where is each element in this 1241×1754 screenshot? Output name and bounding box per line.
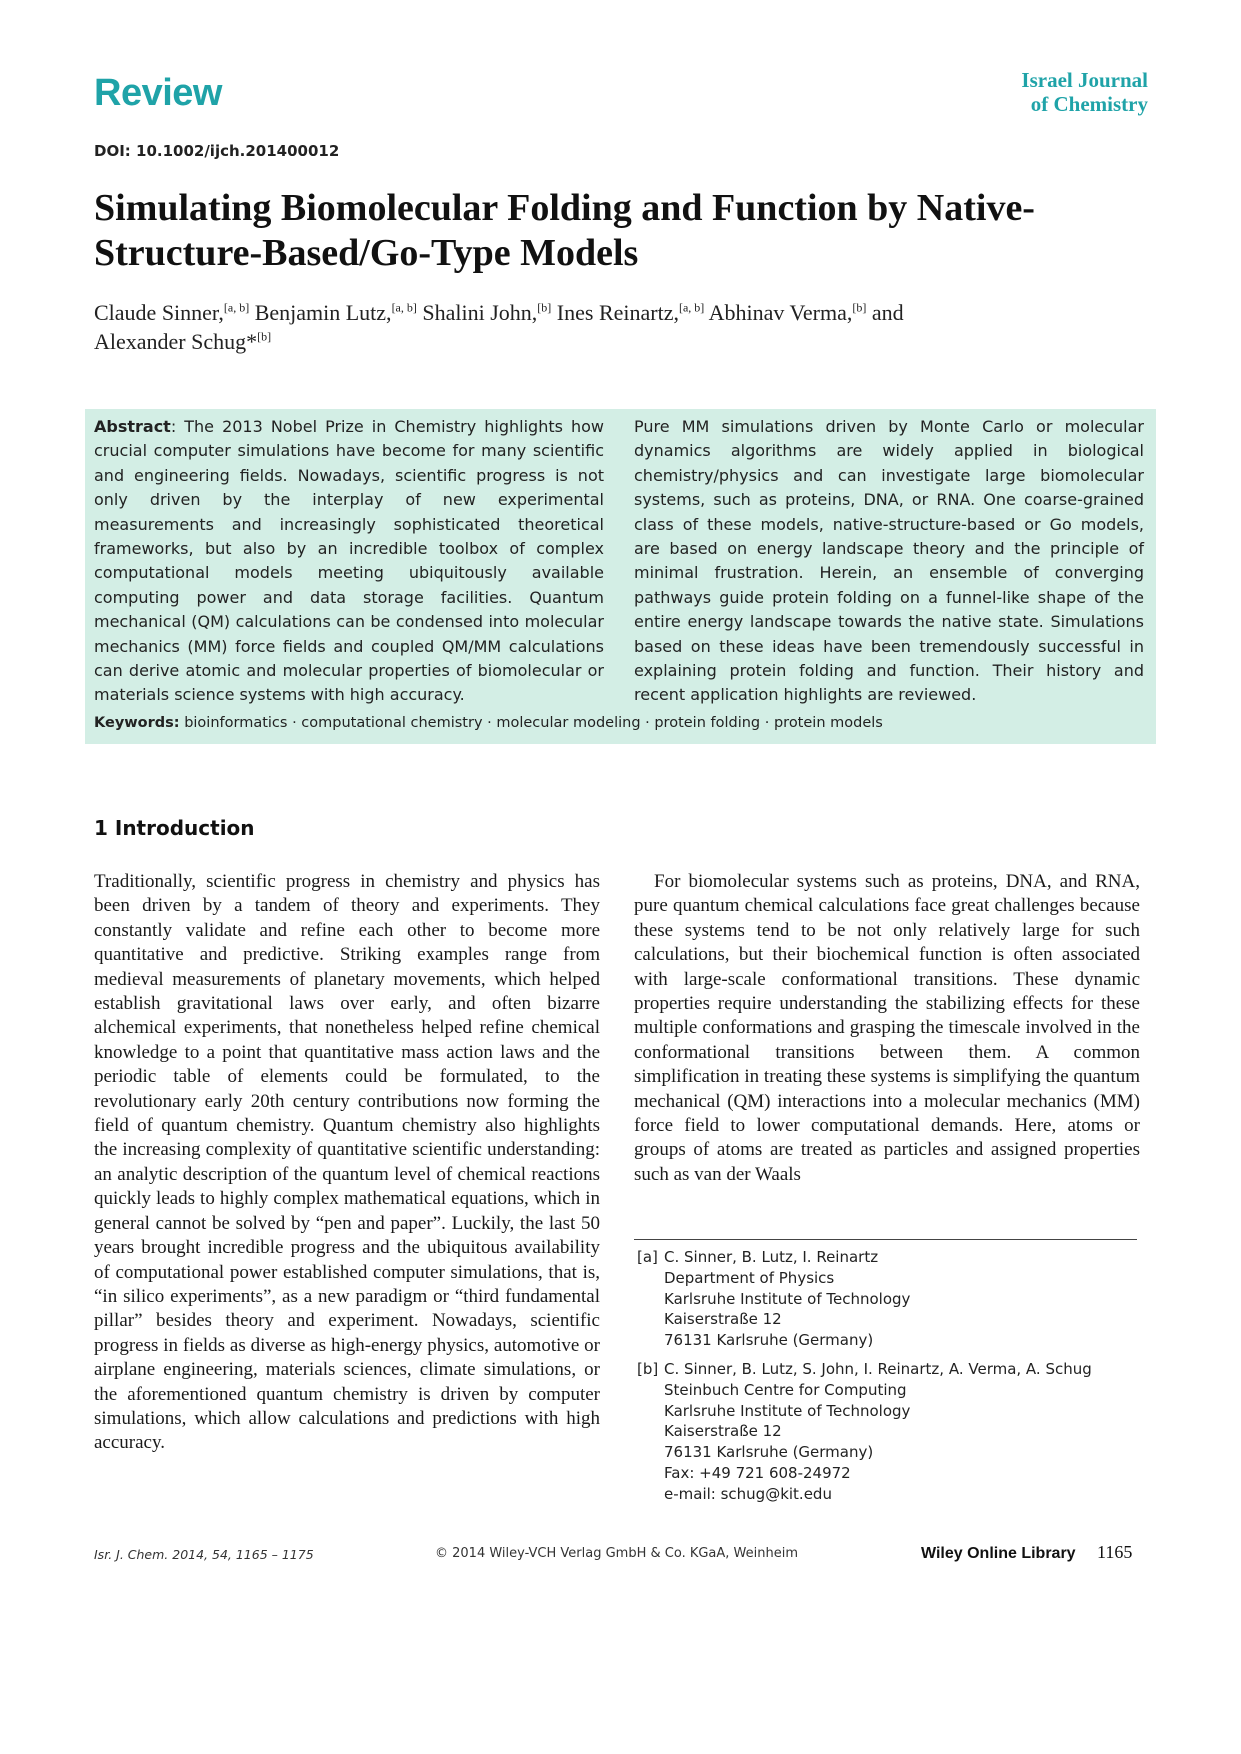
author-name: Shalini John,	[422, 300, 538, 325]
affiliation-line: Kaiserstraße 12	[664, 1310, 782, 1329]
affiliation-line: Department of Physics	[664, 1268, 835, 1287]
introduction-left-column: Traditionally, scientific progress in chemistry and physics has been driven by a tandem of theory and experiments. They constantly validate and refine each other to become more quantitative and predictive. Striking examples range from medieval measurements of planetary movements, which helped establish gravitational laws over early, and often bizarre alchemical experiments, that nonetheless helped refine chemical knowledge to a point that quantitative mass action laws and the periodic table of elements could be formulated, to the revolutionary early 20th century contributions now forming the field of quantum chemistry. Quantum chemistry also highlights the increasing complexity of quantitative scientific understanding: an analytic description of the quantum level of chemical reactions quickly leads to highly complex mathematical equations, which in general cannot be solved by “pen and paper”. Luckily, the last 50 years brought incredible progress and the ubiquitous availability of computational power established computer simulations, that is, “in silico experiments”, as a new paradigm or “third fundamental pillar” besides theory and experiment. Nowadays, scientific progress in fields as diverse as high-energy physics, automotive or airplane engineering, materials sciences, climate simulations, or the aforementioned quantum chemistry is driven by computer simulations, which allow calculations and predictions with high accuracy.	[94, 871, 600, 1454]
abstract-left-column	[94, 415, 604, 708]
author-affiliation: [b]	[852, 300, 867, 315]
affiliation-tag: [b]	[637, 1360, 659, 1378]
author-name: Benjamin Lutz,	[254, 300, 392, 325]
author-affiliation: [a, b]	[223, 300, 250, 315]
affiliation-line: 76131 Karlsruhe (Germany)	[664, 1443, 874, 1462]
keywords-list: bioinformatics · computational chemistry · molecular modeling · protein folding · protein models	[184, 715, 883, 731]
abstract-right-column	[634, 415, 1144, 708]
section-label: Review	[94, 72, 222, 114]
author-list	[94, 298, 1144, 356]
author-name: Claude Sinner,	[94, 300, 224, 325]
affiliation-line: C. Sinner, B. Lutz, S. John, I. Reinartz, A. Verma, A. Schug	[664, 1360, 1092, 1378]
affiliations-divider	[634, 1239, 1137, 1240]
footer-wiley-online-library[interactable]: Wiley Online Library	[921, 1545, 1076, 1562]
journal-name	[1021, 68, 1148, 116]
author-affiliation: [b]	[537, 300, 552, 315]
affiliation-line: Steinbuch Centre for Computing	[664, 1380, 907, 1399]
affiliation-line: Karlsruhe Institute of Technology	[664, 1289, 911, 1308]
abstract-label: Abstract	[94, 417, 171, 436]
author-affiliation: [a, b]	[678, 300, 705, 315]
affiliation-email[interactable]: e-mail: schug@kit.edu	[664, 1484, 832, 1503]
affiliation-line: Kaiserstraße 12	[664, 1422, 782, 1441]
doi[interactable]: DOI: 10.1002/ijch.201400012	[94, 142, 340, 160]
author-name: Alexander Schug*	[94, 329, 258, 354]
author-name: Abhinav Verma,	[708, 300, 853, 325]
affiliation-line: Karlsruhe Institute of Technology	[664, 1401, 911, 1420]
section-heading-introduction: 1 Introduction	[94, 816, 255, 840]
keywords-label: Keywords:	[94, 715, 180, 731]
abstract-text-left: : The 2013 Nobel Prize in Chemistry highlights how crucial computer simulations have become for many scientific and engineering fields. Nowadays, scientific progress is not only driven by the interplay of new experimental measurements and increasingly sophisticated theoretical frameworks, but also by an incredible toolbox of complex computational models meeting ubiquitously available computing power and data storage facilities. Quantum mechanical (QM) calculations can be condensed into molecular mechanics (MM) force fields and coupled QM/MM calculations can derive atomic and molecular properties of biomolecular or materials science systems with high accuracy.	[94, 417, 604, 705]
abstract-text-right: Pure MM simulations driven by Monte Carlo or molecular dynamics algorithms are widely applied in biological chemistry/physics and can investigate large biomolecular systems, such as proteins, DNA, or RNA. One coarse-grained class of these models, native-structure-based or Go models, are based on energy landscape theory and the principle of minimal frustration. Herein, an ensemble of converging pathways guide protein folding on a funnel-like shape of the entire energy landscape towards the native state. Simulations based on these ideas have been tremendously successful in explaining protein folding and function. Their history and recent application highlights are reviewed.	[634, 417, 1144, 705]
affiliation-tag: [a]	[637, 1248, 658, 1266]
article-title: Simulating Biomolecular Folding and Function by Native-Structure-Based/Go-Type Models	[94, 187, 1035, 274]
journal-name-line1: Israel Journal	[1021, 68, 1148, 92]
affiliation-line: Fax: +49 721 608-24972	[664, 1463, 851, 1482]
footer-citation: Isr. J. Chem. 2014, 54, 1165 – 1175	[94, 1547, 314, 1562]
journal-name-line2: of Chemistry	[1030, 92, 1148, 116]
keywords	[94, 715, 883, 731]
author-affiliation: [b]	[257, 329, 272, 344]
affiliation-line: 76131 Karlsruhe (Germany)	[664, 1331, 874, 1350]
page-number: 1165	[1097, 1542, 1133, 1562]
author-affiliation: [a, b]	[391, 300, 417, 315]
footer-copyright: © 2014 Wiley-VCH Verlag GmbH & Co. KGaA, Weinheim	[435, 1546, 799, 1561]
introduction-right-column: For biomolecular systems such as proteins, DNA, and RNA, pure quantum chemical calculations face great challenges because these systems tend to be not only relatively large for such calculations, but their biochemical function is often associated with large-scale conformational transitions. These dynamic properties require understanding the stabilizing effects for these multiple conformations and grasping the timescale involved in the conformational transitions between them. A common simplification in treating these systems is simplifying the quantum mechanical (QM) interactions into a molecular mechanics (MM) force field to lower computational demands. Here, atoms or groups of atoms are treated as particles and assigned properties such as van der Waals	[634, 871, 1140, 1185]
author-name: Ines Reinartz,	[556, 300, 679, 325]
authors-and: and	[871, 300, 904, 325]
affiliation-line: C. Sinner, B. Lutz, I. Reinartz	[664, 1248, 879, 1266]
